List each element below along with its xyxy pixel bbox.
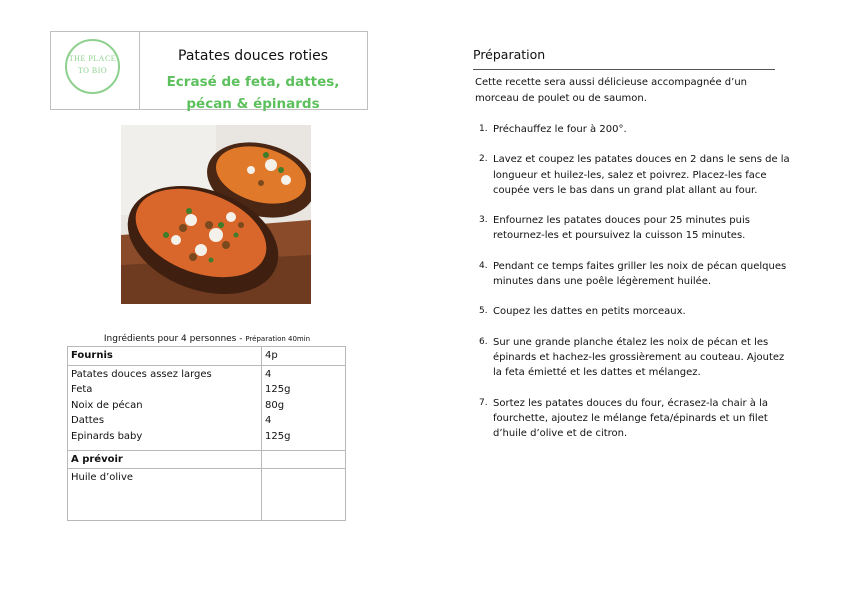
table-row	[68, 450, 346, 469]
ingredient-name: Patates douces assez larges	[71, 368, 212, 380]
ingredient-name: Dattes	[71, 415, 105, 427]
recipe-header	[50, 31, 368, 110]
step-text: Sortez les patates douces du four, écrasez-la chair à la fourchette, ajoutez le mélange feta/épinards et un filet d’huile d’olive et de citron.	[493, 397, 768, 440]
table-row	[68, 469, 346, 521]
preparation-intro: Cette recette sera aussi délicieuse accompagnée d’un morceau de poulet ou de saumon.	[475, 77, 747, 104]
ingredient-qty: 4	[265, 368, 272, 380]
ingredient-qty: 125g	[265, 430, 291, 442]
recipe-subtitle: Ecrasé de feta, dattes, pécan & épinards	[166, 74, 340, 112]
list-item: 3. Enfournez les patates douces pour 25 minutes puis retournez-les et poursuivez la cuisson 15 minutes.	[479, 215, 750, 242]
preparation-title: Préparation	[473, 47, 546, 62]
ingredient-qty: 125g	[265, 384, 291, 396]
recipe-title: Patates douces roties	[178, 48, 328, 64]
ingredient-quantities	[262, 365, 346, 450]
list-item: 5. Coupez les dattes en petits morceaux.	[479, 306, 686, 318]
step-text: Coupez les dattes en petits morceaux.	[493, 306, 686, 318]
logo-line-2: TO BIO	[77, 66, 108, 75]
step-text: Enfournez les patates douces pour 25 minutes puis retournez-les et poursuivez la cuisson 15 minutes.	[493, 215, 750, 242]
to-provide-header: A prévoir	[68, 450, 262, 469]
list-item: 4. Pendant ce temps faites griller les noix de pécan quelques minutes dans une poêle légèrement huilée.	[479, 260, 787, 288]
servings-header: 4p	[262, 347, 346, 366]
ingredients-table	[67, 346, 346, 521]
table-header-row	[68, 347, 346, 366]
list-item: 1. Préchauffez le four à 200°.	[479, 124, 627, 135]
divider	[473, 69, 775, 70]
brand-logo	[65, 39, 120, 94]
ingredient-qty: 80g	[265, 399, 285, 411]
caption-prep-time: Préparation 40min	[245, 335, 311, 343]
ingredient-name: Noix de pécan	[71, 399, 143, 411]
extra-ingredient: Huile d’olive	[68, 469, 262, 521]
logo-cell	[51, 32, 140, 109]
step-text: Pendant ce temps faites griller les noix de pécan quelques minutes dans une poêle légèrement huilée.	[493, 260, 787, 288]
caption-main: Ingrédients pour 4 personnes -	[103, 334, 246, 344]
step-text: Sur une grande planche étalez les noix de pécan et les épinards et hachez-les grossièrement au couteau. Ajoutez la feta émietté et les dattes et mélangez.	[493, 336, 785, 379]
step-text: Lavez et coupez les patates douces en 2 dans le sens de la longueur et huilez-les, salez et poivrez. Placez-les face coupée vers le bas dans un grand plat allant au four.	[493, 154, 790, 196]
table-row	[68, 365, 346, 450]
ingredient-qty: 4	[265, 415, 272, 427]
ingredient-name: Feta	[71, 384, 93, 396]
ingredient-names	[68, 365, 262, 450]
list-item: 2. Lavez et coupez les patates douces en 2 dans le sens de la longueur et huilez-les, salez et poivrez. Placez-les face coupée vers le bas dans un grand plat allant au four.	[479, 154, 790, 196]
title-cell	[139, 32, 367, 112]
step-text: Préchauffez le four à 200°.	[493, 124, 627, 135]
list-item: 7. Sortez les patates douces du four, écrasez-la chair à la fourchette, ajoutez le mélange feta/épinards et un filet d’huile d’olive et de citron.	[479, 397, 768, 440]
preparation-steps	[479, 122, 793, 441]
list-item: 6. Sur une grande planche étalez les noix de pécan et les épinards et hachez-les grossièrement au couteau. Ajoutez la feta émietté et les dattes et mélangez.	[479, 336, 785, 379]
supplied-header: Fournis	[68, 347, 262, 366]
baked-sweet-potato-photo	[121, 125, 311, 304]
ingredient-name: Epinards baby	[71, 430, 143, 442]
logo-line-1: THE PLACE	[68, 54, 117, 63]
ingredients-caption	[68, 334, 346, 344]
